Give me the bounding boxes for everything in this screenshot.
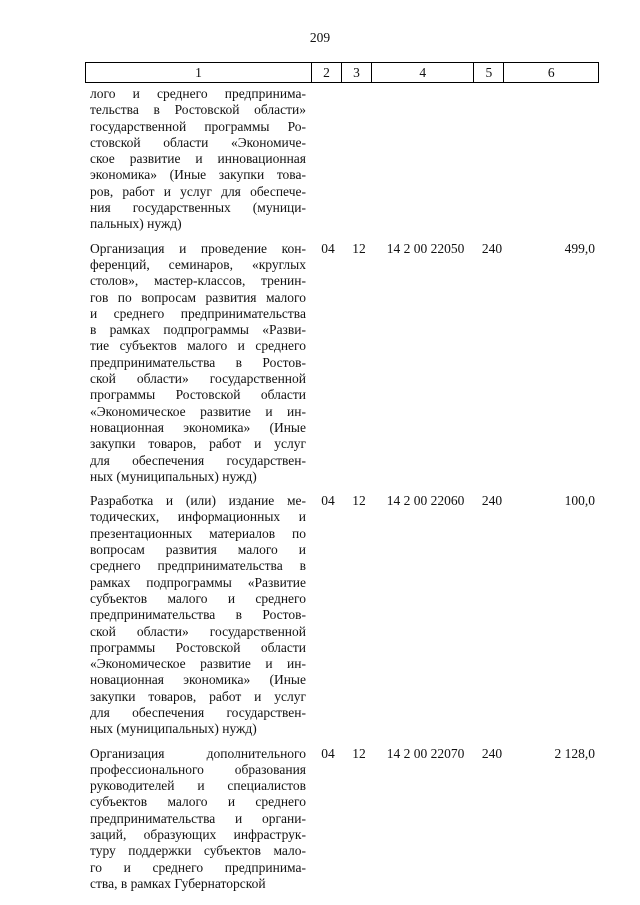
description-line: стовской области «Экономиче- [90,134,306,150]
description-line: заций, образующих инфраструк- [90,827,306,843]
expense-type-code: 240 [481,745,503,761]
expense-type-code: 240 [481,240,503,256]
subsection-code: 12 [352,240,366,256]
description-line: ской области» государственной [90,371,306,387]
description-line: ных (муниципальных) нужд) [90,721,257,737]
description-line: туру поддержки субъектов мало- [90,843,306,859]
description-line: новационная экономика» (Иные [90,672,306,688]
description-line: государственной программы Ро- [90,118,306,134]
description-line: Организация и проведение кон- [90,240,306,256]
description-line: ской области» государственной [90,623,306,639]
description-line: закупки товаров, работ и услуг [90,436,306,452]
description-line: «Экономическое развитие и ин- [90,403,306,419]
column-header-1: 1 [86,63,312,82]
description-line: «Экономическое развитие и ин- [90,656,306,672]
column-header-2: 2 [312,63,342,82]
description-line: рамках подпрограммы «Развитие [90,574,306,590]
description-line: тельства в Ростовской области» [90,102,306,118]
description-line: Разработка и (или) издание ме- [90,493,306,509]
description-line: презентационных материалов по [90,525,306,541]
target-item-code: 14 2 00 22060 [386,493,465,509]
description-line: столов», мастер-классов, тренин- [90,273,306,289]
description-line: ных (муниципальных) нужд) [90,468,257,484]
description-line: предпринимательства и органи- [90,810,306,826]
target-item-code: 14 2 00 22070 [386,745,465,761]
target-item-code [372,86,475,233]
amount: 2 128,0 [554,745,595,761]
description-line: гов по вопросам развития малого [90,289,306,305]
row-description [85,493,312,737]
subsection-code: 12 [352,493,366,509]
description-line: Организация дополнительного [90,745,306,761]
description-line: лого и среднего предпринима- [90,86,306,101]
description-line: и среднего предпринимательства [90,305,306,321]
description-line: для обеспечения государствен- [90,452,306,468]
table-row [85,241,599,485]
description-line: ференций, семинаров, «круглых [90,256,306,272]
description-line: ния государственных (муници- [90,200,306,216]
description-line: ское развитие и инновационная [90,151,306,167]
description-line: предпринимательства в Ростов- [90,607,306,623]
description-line: вопросам развития малого и [90,542,306,558]
column-header-4: 4 [372,63,475,82]
description-line: субъектов малого и среднего [90,794,306,810]
description-line: новационная экономика» (Иные [90,419,306,435]
amount [505,86,599,233]
description-line: экономика» (Иные закупки това- [90,167,306,183]
subsection-code [342,86,372,233]
table-row [85,493,599,737]
description-line: программы Ростовской области [90,639,306,655]
column-header-6: 6 [547,64,555,80]
table-row [85,746,599,893]
row-description [85,746,312,893]
expense-type-code [475,86,505,233]
description-line: пальных) нужд) [90,216,182,232]
description-line: субъектов малого и среднего [90,590,306,606]
section-code: 04 [321,240,335,256]
description-line: тие субъектов малого и среднего [90,338,306,354]
row-description [85,241,312,485]
description-line: предпринимательства в Ростов- [90,354,306,370]
table-header [85,62,599,83]
description-line: в рамках подпрограммы «Разви- [90,322,306,338]
description-line: для обеспечения государствен- [90,704,306,720]
section-code: 04 [321,493,335,509]
description-line: го и среднего предпринима- [90,859,306,875]
description-line: ров, работ и услуг для обеспече- [90,183,306,199]
section-code [312,86,342,233]
table-body [85,86,599,892]
column-header-3: 3 [342,63,372,82]
row-description [85,86,312,233]
description-line: ства, в рамках Губернаторской [90,875,266,891]
description-line: руководителей и специалистов [90,778,306,794]
target-item-code: 14 2 00 22050 [386,240,465,256]
expense-type-code: 240 [481,493,503,509]
page-number: 209 [309,30,331,45]
table-row [85,86,599,233]
description-line: профессионального образования [90,761,306,777]
column-header-5: 5 [474,63,504,82]
amount: 499,0 [564,240,595,256]
description-line: закупки товаров, работ и услуг [90,688,306,704]
description-line: программы Ростовской области [90,387,306,403]
section-code: 04 [321,745,335,761]
subsection-code: 12 [352,745,366,761]
description-line: тодических, информационных и [90,509,306,525]
amount: 100,0 [564,493,595,509]
description-line: среднего предпринимательства в [90,558,306,574]
